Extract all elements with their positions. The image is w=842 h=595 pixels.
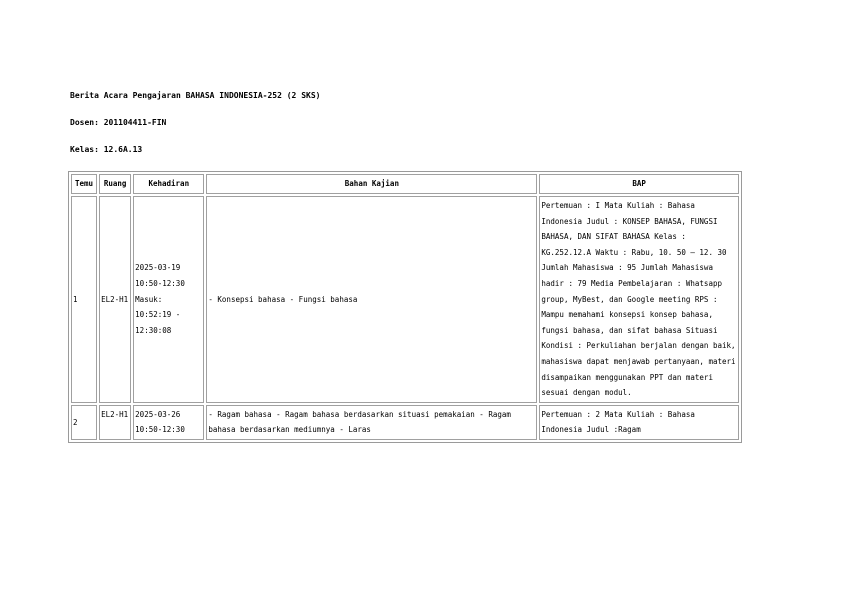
table-header-row — [71, 174, 739, 194]
study-material-cell: - Ragam bahasa - Ragam bahasa berdasarkan situasi pemakaian - Ragam bahasa berdasarkan mediumnya - Laras — [206, 405, 537, 440]
table-row — [71, 196, 739, 403]
column-header-kehadiran: Kehadiran — [133, 174, 204, 194]
table-row — [71, 405, 739, 440]
attendance-cell: 2025-03-19 10:50-12:30 Masuk: 10:52:19 - 12:30:08 — [133, 196, 204, 403]
attendance-cell: 2025-03-26 10:50-12:30 — [133, 405, 204, 440]
column-header-bahan-kajian: Bahan Kajian — [206, 174, 537, 194]
bap-cell: Pertemuan : 2 Mata Kuliah : Bahasa Indonesia Judul :Ragam — [539, 405, 739, 440]
class-line: Kelas: 12.6A.13 — [70, 145, 143, 154]
meeting-number-cell: 2 — [71, 405, 97, 440]
meeting-number-cell: 1 — [71, 196, 97, 403]
column-header-ruang: Ruang — [99, 174, 131, 194]
lecturer-line: Dosen: 201104411-FIN — [70, 118, 167, 127]
study-material-cell: - Konsepsi bahasa - Fungsi bahasa — [206, 196, 537, 403]
room-cell: EL2-H1 — [99, 196, 131, 403]
bap-cell: Pertemuan : I Mata Kuliah : Bahasa Indonesia Judul : KONSEP BAHASA, FUNGSI BAHASA, DAN SIFAT BAHASA Kelas : KG.252.12.A Waktu : Rabu, 10. 50 – 12. 30 Jumlah Mahasiswa : 95 Jumlah Mahasiswa hadir : 79 Media Pembelajaran : Whatsapp group, MyBest, dan Google meeting RPS : Mampu memahami konsepsi konsep bahasa, fungsi bahasa, dan sifat bahasa Situasi Kondisi : Perkuliahan berjalan dengan baik, mahasiswa dapat menjawab pertanyaan, materi disampaikan menggunakan PPT dan materi sesuai dengan modul. — [539, 196, 739, 403]
document-title: Berita Acara Pengajaran BAHASA INDONESIA-252 (2 SKS) — [70, 91, 321, 100]
column-header-temu: Temu — [71, 174, 97, 194]
room-cell: EL2-H1 — [99, 405, 131, 440]
teaching-report-table — [68, 171, 742, 443]
column-header-bap: BAP — [539, 174, 739, 194]
